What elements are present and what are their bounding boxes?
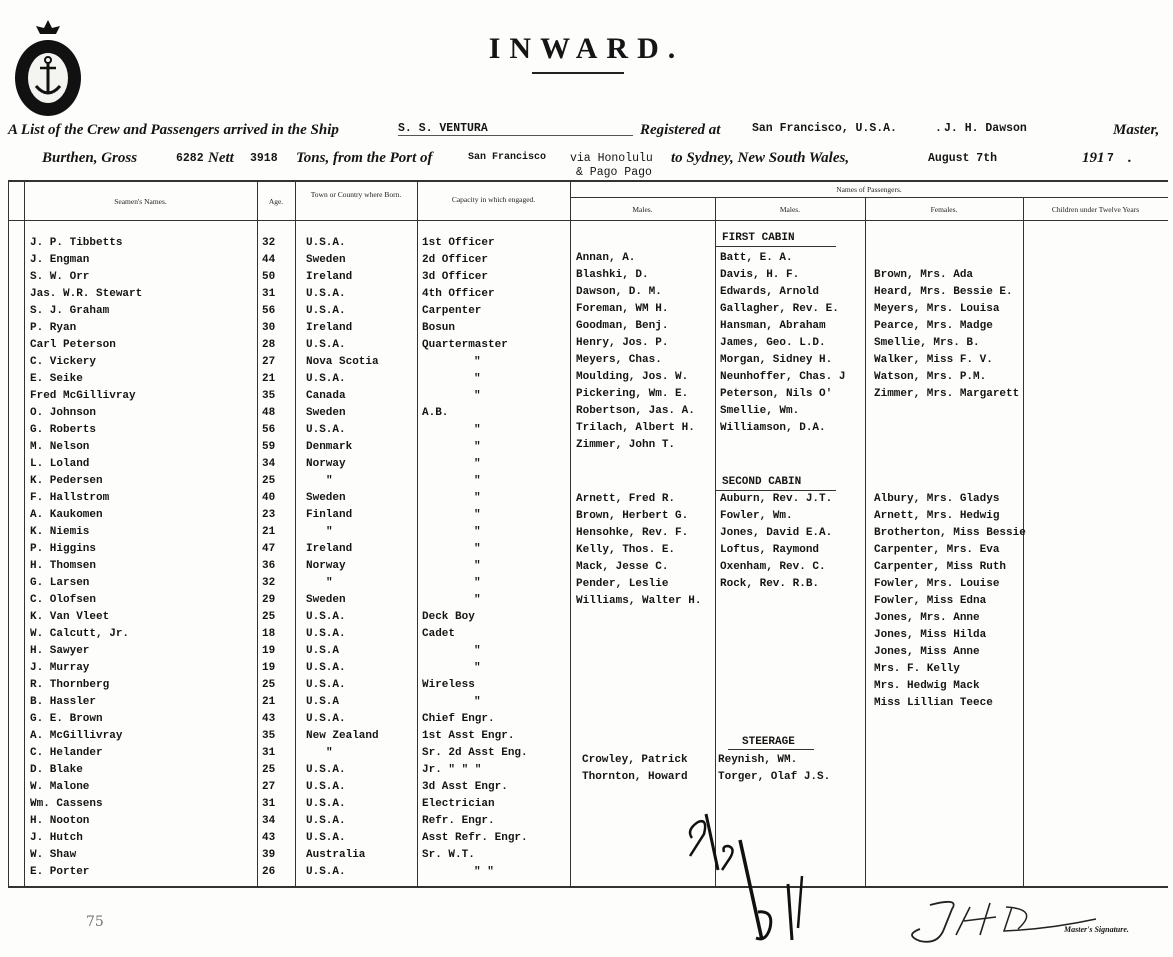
- crew-name: P. Higgins: [30, 543, 97, 555]
- passenger-name: Edwards, Arnold: [720, 286, 820, 298]
- gross-tons: 6282: [176, 152, 204, 165]
- header-capacity: Capacity in which engaged.: [451, 195, 536, 204]
- crew-row: [0, 609, 1173, 626]
- line1-label-b: Registered at: [640, 122, 721, 138]
- crew-name: G. Roberts: [30, 424, 97, 436]
- crew-born: U.S.A.: [306, 679, 346, 691]
- crew-age: 50: [262, 271, 276, 283]
- passenger-name: Trilach, Albert H.: [576, 422, 695, 434]
- crew-capacity: Quartermaster: [422, 339, 508, 351]
- header-names: Seamen's Names.: [114, 197, 167, 206]
- crew-row: [0, 677, 1173, 694]
- signature-label: Master's Signature.: [1064, 925, 1129, 934]
- crew-name: C. Vickery: [30, 356, 97, 368]
- crew-age: 39: [262, 849, 276, 861]
- passenger-name: Miss Lillian Teece: [874, 697, 993, 709]
- passenger-name: Gallagher, Rev. E.: [720, 303, 839, 315]
- crew-age: 21: [262, 526, 276, 538]
- passenger-name: Reynish, WM.: [718, 754, 798, 766]
- crew-capacity: ": [474, 662, 481, 674]
- crew-born: Sweden: [306, 492, 346, 504]
- passenger-name: Brotherton, Miss Bessie: [874, 527, 1026, 539]
- passenger-name: Mrs. F. Kelly: [874, 663, 960, 675]
- crew-born: U.S.A.: [306, 611, 346, 623]
- header-children: Children under Twelve Years: [1051, 205, 1140, 214]
- section-second-cabin: SECOND CABIN: [722, 476, 802, 488]
- passenger-name: Jones, David E.A.: [720, 527, 833, 539]
- crew-row: [0, 456, 1173, 473]
- crew-age: 59: [262, 441, 276, 453]
- crew-born: Ireland: [306, 543, 353, 555]
- line2-label-d: to Sydney, New South Wales,: [671, 150, 850, 166]
- crew-capacity: 4th Officer: [422, 288, 495, 300]
- passenger-name: Blashki, D.: [576, 269, 649, 281]
- passenger-name: Mrs. Hedwig Mack: [874, 680, 980, 692]
- line1-separator: .: [935, 122, 942, 135]
- crew-born: U.S.A.: [306, 339, 346, 351]
- crew-name: E. Porter: [30, 866, 90, 878]
- header-males-1: Males.: [632, 205, 653, 214]
- crew-born: ": [326, 475, 333, 487]
- crew-name: R. Thornberg: [30, 679, 110, 691]
- from-port: San Francisco: [468, 152, 547, 163]
- crew-name: K. Niemis: [30, 526, 90, 538]
- signature-scrawl-icon: [900, 895, 1110, 950]
- crew-name: A. McGillivray: [30, 730, 123, 742]
- crew-row: [0, 626, 1173, 643]
- crew-capacity: ": [474, 373, 481, 385]
- passenger-name: Loftus, Raymond: [720, 544, 820, 556]
- passenger-name: Jones, Miss Hilda: [874, 629, 987, 641]
- crew-row: [0, 796, 1173, 813]
- crew-born: Norway: [306, 458, 346, 470]
- crew-age: 44: [262, 254, 276, 266]
- crew-age: 29: [262, 594, 276, 606]
- passenger-name: Albury, Mrs. Gladys: [874, 493, 1000, 505]
- crew-capacity: ": [474, 696, 481, 708]
- crew-age: 31: [262, 288, 276, 300]
- crew-capacity: ": [474, 577, 481, 589]
- passenger-name: Williams, Walter H.: [576, 595, 702, 607]
- ship-name: S. S. VENTURA: [398, 122, 633, 136]
- passenger-name: Brown, Mrs. Ada: [874, 269, 974, 281]
- crew-capacity: ": [474, 475, 481, 487]
- crew-capacity: Jr. " " ": [422, 764, 482, 776]
- crew-name: L. Loland: [30, 458, 90, 470]
- passenger-name: Meyers, Mrs. Louisa: [874, 303, 1000, 315]
- passenger-name: Kelly, Thos. E.: [576, 544, 676, 556]
- crew-age: 40: [262, 492, 276, 504]
- crew-capacity: Electrician: [422, 798, 495, 810]
- crew-name: J. Engman: [30, 254, 90, 266]
- crew-name: Wm. Cassens: [30, 798, 103, 810]
- crew-capacity: ": [474, 645, 481, 657]
- passenger-name: Rock, Rev. R.B.: [720, 578, 820, 590]
- crew-age: 35: [262, 390, 276, 402]
- crew-born: New Zealand: [306, 730, 379, 742]
- crew-born: ": [326, 747, 333, 759]
- crew-age: 25: [262, 475, 276, 487]
- table-top-rule: [8, 180, 1168, 182]
- header-age: Age.: [268, 197, 284, 206]
- second-cabin-rule: [716, 490, 836, 491]
- passenger-name: Torger, Olaf J.S.: [718, 771, 831, 783]
- crew-capacity: Sr. W.T.: [422, 849, 475, 861]
- passenger-name: Morgan, Sidney H.: [720, 354, 833, 366]
- crew-capacity: Refr. Engr.: [422, 815, 495, 827]
- crew-name: P. Ryan: [30, 322, 77, 334]
- crew-born: U.S.A.: [306, 815, 346, 827]
- crew-row: [0, 711, 1173, 728]
- crew-capacity: A.B.: [422, 407, 449, 419]
- crew-capacity: ": [474, 560, 481, 572]
- crew-capacity: Bosun: [422, 322, 456, 334]
- crew-name: H. Sawyer: [30, 645, 90, 657]
- passenger-name: Fowler, Mrs. Louise: [874, 578, 1000, 590]
- crew-age: 56: [262, 424, 276, 436]
- crew-row: [0, 643, 1173, 660]
- year-digit: 7: [1107, 152, 1114, 165]
- line2-label-a: Burthen, Gross: [42, 150, 138, 166]
- passenger-name: Hansman, Abraham: [720, 320, 826, 332]
- crew-capacity: Deck Boy: [422, 611, 475, 623]
- crew-age: 21: [262, 696, 276, 708]
- crew-born: Finland: [306, 509, 353, 521]
- handwritten-mark: [670, 800, 830, 950]
- crew-born: U.S.A: [306, 696, 340, 708]
- passenger-name: Williamson, D.A.: [720, 422, 826, 434]
- crew-row: [0, 694, 1173, 711]
- via-port-2: & Pago Pago: [576, 166, 652, 179]
- crew-born: U.S.A.: [306, 373, 346, 385]
- passenger-name: Hensohke, Rev. F.: [576, 527, 689, 539]
- crew-row: [0, 660, 1173, 677]
- crew-capacity: Asst Refr. Engr.: [422, 832, 528, 844]
- passenger-name: Carpenter, Mrs. Eva: [874, 544, 1000, 556]
- crew-name: J. Hutch: [30, 832, 83, 844]
- crew-born: U.S.A.: [306, 237, 346, 249]
- passenger-name: Fowler, Miss Edna: [874, 595, 987, 607]
- crew-born: ": [326, 577, 333, 589]
- crew-born: U.S.A: [306, 645, 340, 657]
- crew-capacity: 1st Asst Engr.: [422, 730, 515, 742]
- crew-name: H. Thomsen: [30, 560, 97, 572]
- crew-age: 35: [262, 730, 276, 742]
- line1-label-a: A List of the Crew and Passengers arrived in the Ship: [8, 122, 339, 138]
- crew-capacity: Cadet: [422, 628, 456, 640]
- section-steerage: STEERAGE: [742, 736, 795, 748]
- header-males-2: Males.: [779, 205, 801, 214]
- crew-row: [0, 864, 1173, 881]
- crew-born: U.S.A.: [306, 798, 346, 810]
- header-passengers: Names of Passengers.: [836, 185, 902, 194]
- header-bottom-rule: [8, 220, 1168, 221]
- crew-age: 48: [262, 407, 276, 419]
- passenger-name: Mack, Jesse C.: [576, 561, 669, 573]
- header-born: Town or Country where Born.: [310, 190, 402, 199]
- passenger-name: Batt, E. A.: [720, 252, 793, 264]
- passenger-name: Smellie, Mrs. B.: [874, 337, 980, 349]
- crew-row: [0, 473, 1173, 490]
- passenger-name: Pender, Leslie: [576, 578, 669, 590]
- passenger-name: Oxenham, Rev. C.: [720, 561, 826, 573]
- crew-age: 31: [262, 747, 276, 759]
- crew-age: 25: [262, 611, 276, 623]
- subheader-rule: [570, 197, 1168, 198]
- crew-capacity: ": [474, 594, 481, 606]
- passenger-name: Zimmer, John T.: [576, 439, 676, 451]
- crew-born: Ireland: [306, 271, 353, 283]
- crew-name: W. Calcutt, Jr.: [30, 628, 130, 640]
- passenger-name: Goodman, Benj.: [576, 320, 669, 332]
- passenger-name: Carpenter, Miss Ruth: [874, 561, 1007, 573]
- passenger-name: Brown, Herbert G.: [576, 510, 689, 522]
- crew-age: 23: [262, 509, 276, 521]
- passenger-name: Arnett, Fred R.: [576, 493, 676, 505]
- crew-name: O. Johnson: [30, 407, 97, 419]
- steerage-rule: [728, 749, 814, 750]
- crew-name: K. Pedersen: [30, 475, 103, 487]
- crew-capacity: ": [474, 390, 481, 402]
- crew-age: 19: [262, 645, 276, 657]
- passenger-name: Walker, Miss F. V.: [874, 354, 993, 366]
- crew-age: 18: [262, 628, 276, 640]
- line2-label-b: Nett: [208, 150, 234, 166]
- crew-row: [0, 235, 1173, 252]
- crew-born: ": [326, 526, 333, 538]
- crew-born: U.S.A.: [306, 424, 346, 436]
- crew-row: [0, 830, 1173, 847]
- line1-label-c: Master,: [1113, 122, 1160, 138]
- crew-name: H. Nooton: [30, 815, 90, 827]
- crew-age: 25: [262, 679, 276, 691]
- crew-age: 43: [262, 832, 276, 844]
- passenger-name: Meyers, Chas.: [576, 354, 662, 366]
- year-prefix: 191: [1082, 150, 1105, 166]
- crew-capacity: ": [474, 526, 481, 538]
- crew-born: U.S.A.: [306, 764, 346, 776]
- crew-capacity: ": [474, 458, 481, 470]
- crew-capacity: ": [474, 492, 481, 504]
- passenger-name: Annan, A.: [576, 252, 636, 264]
- crew-age: 27: [262, 781, 276, 793]
- crew-born: Sweden: [306, 407, 346, 419]
- first-cabin-rule: [716, 246, 836, 247]
- crew-born: U.S.A.: [306, 713, 346, 725]
- crew-name: C. Olofsen: [30, 594, 97, 606]
- passenger-name: Jones, Miss Anne: [874, 646, 980, 658]
- crew-capacity: 2d Officer: [422, 254, 489, 266]
- crew-born: U.S.A.: [306, 781, 346, 793]
- crew-born: U.S.A.: [306, 628, 346, 640]
- crew-age: 21: [262, 373, 276, 385]
- crew-born: Sweden: [306, 594, 346, 606]
- section-first-cabin: FIRST CABIN: [722, 232, 795, 244]
- passenger-name: Thornton, Howard: [582, 771, 688, 783]
- crew-born: U.S.A.: [306, 832, 346, 844]
- crew-capacity: " ": [474, 866, 494, 878]
- passenger-name: James, Geo. L.D.: [720, 337, 826, 349]
- passenger-name: Jones, Mrs. Anne: [874, 612, 980, 624]
- passenger-name: Zimmer, Mrs. Margarett: [874, 388, 1020, 400]
- crew-name: G. Larsen: [30, 577, 90, 589]
- arrival-date: August 7th: [928, 152, 998, 165]
- crew-name: J. P. Tibbetts: [30, 237, 123, 249]
- crew-name: K. Van Vleet: [30, 611, 110, 623]
- passenger-name: Pickering, Wm. E.: [576, 388, 689, 400]
- passenger-name: Fowler, Wm.: [720, 510, 793, 522]
- title-underline: [532, 72, 624, 74]
- crew-age: 31: [262, 798, 276, 810]
- crew-name: Fred McGillivray: [30, 390, 136, 402]
- crew-age: 34: [262, 458, 276, 470]
- crew-row: [0, 728, 1173, 745]
- crew-born: Sweden: [306, 254, 346, 266]
- crew-name: Carl Peterson: [30, 339, 116, 351]
- crew-born: Ireland: [306, 322, 353, 334]
- crew-name: W. Malone: [30, 781, 90, 793]
- crew-name: C. Helander: [30, 747, 103, 759]
- crew-name: B. Hassler: [30, 696, 97, 708]
- crew-born: Canada: [306, 390, 346, 402]
- passenger-name: Moulding, Jos. W.: [576, 371, 689, 383]
- passenger-name: Watson, Mrs. P.M.: [874, 371, 987, 383]
- crew-capacity: Sr. 2d Asst Eng.: [422, 747, 528, 759]
- passenger-name: Peterson, Nils O': [720, 388, 833, 400]
- passenger-name: Foreman, WM H.: [576, 303, 669, 315]
- crew-born: U.S.A.: [306, 288, 346, 300]
- passenger-name: Dawson, D. M.: [576, 286, 662, 298]
- crew-name: Jas. W.R. Stewart: [30, 288, 143, 300]
- passenger-name: Smellie, Wm.: [720, 405, 800, 417]
- crew-capacity: Wireless: [422, 679, 475, 691]
- crew-capacity: ": [474, 543, 481, 555]
- crew-age: 36: [262, 560, 276, 572]
- crew-born: U.S.A.: [306, 305, 346, 317]
- crew-capacity: 3d Asst Engr.: [422, 781, 508, 793]
- crew-born: Norway: [306, 560, 346, 572]
- crew-row: [0, 847, 1173, 864]
- crew-age: 30: [262, 322, 276, 334]
- crew-name: S. J. Graham: [30, 305, 110, 317]
- passenger-name: Crowley, Patrick: [582, 754, 688, 766]
- crew-capacity: ": [474, 356, 481, 368]
- crew-age: 27: [262, 356, 276, 368]
- passenger-name: Pearce, Mrs. Madge: [874, 320, 993, 332]
- line2-label-c: Tons, from the Port of: [296, 150, 433, 166]
- crew-age: 47: [262, 543, 276, 555]
- header-females: Females.: [930, 205, 958, 214]
- signature-text: [1000, 908, 1005, 909]
- crew-age: 25: [262, 764, 276, 776]
- pencil-note: 75: [86, 914, 104, 930]
- crew-name: S. W. Orr: [30, 271, 90, 283]
- master-name: J. H. Dawson: [944, 122, 1027, 135]
- crew-name: J. Murray: [30, 662, 90, 674]
- passenger-name: Arnett, Mrs. Hedwig: [874, 510, 1000, 522]
- crew-age: 34: [262, 815, 276, 827]
- crew-capacity: Carpenter: [422, 305, 482, 317]
- crew-capacity: 1st Officer: [422, 237, 495, 249]
- crew-age: 56: [262, 305, 276, 317]
- crew-age: 32: [262, 577, 276, 589]
- crew-capacity: Chief Engr.: [422, 713, 495, 725]
- passenger-name: Henry, Jos. P.: [576, 337, 669, 349]
- crew-capacity: ": [474, 509, 481, 521]
- passenger-name: Heard, Mrs. Bessie E.: [874, 286, 1013, 298]
- crew-born: Nova Scotia: [306, 356, 379, 368]
- crew-name: M. Nelson: [30, 441, 90, 453]
- passenger-name: Robertson, Jas. A.: [576, 405, 695, 417]
- line2-end: .: [1128, 150, 1132, 166]
- crew-name: E. Seike: [30, 373, 83, 385]
- crew-age: 43: [262, 713, 276, 725]
- crew-capacity: ": [474, 424, 481, 436]
- crew-name: A. Kaukomen: [30, 509, 103, 521]
- crew-capacity: 3d Officer: [422, 271, 489, 283]
- crew-age: 19: [262, 662, 276, 674]
- crew-age: 32: [262, 237, 276, 249]
- crew-age: 26: [262, 866, 276, 878]
- passenger-name: Davis, H. F.: [720, 269, 800, 281]
- master-signature: [900, 895, 1110, 950]
- crew-row: [0, 813, 1173, 830]
- table-bottom-rule: [8, 886, 1168, 888]
- crew-name: D. Blake: [30, 764, 83, 776]
- passenger-name: Auburn, Rev. J.T.: [720, 493, 833, 505]
- nett-tons: 3918: [250, 152, 278, 165]
- crew-capacity: ": [474, 441, 481, 453]
- crew-name: G. E. Brown: [30, 713, 103, 725]
- crew-name: F. Hallstrom: [30, 492, 110, 504]
- form-title: INWARD.: [488, 32, 685, 65]
- crew-born: U.S.A.: [306, 866, 346, 878]
- crew-born: Denmark: [306, 441, 353, 453]
- crew-born: U.S.A.: [306, 662, 346, 674]
- passenger-name: Neunhoffer, Chas. J: [720, 371, 846, 383]
- crew-name: W. Shaw: [30, 849, 77, 861]
- crew-born: Australia: [306, 849, 366, 861]
- registered-port: San Francisco, U.S.A.: [752, 122, 897, 135]
- via-port: via Honolulu: [570, 152, 653, 165]
- crew-age: 28: [262, 339, 276, 351]
